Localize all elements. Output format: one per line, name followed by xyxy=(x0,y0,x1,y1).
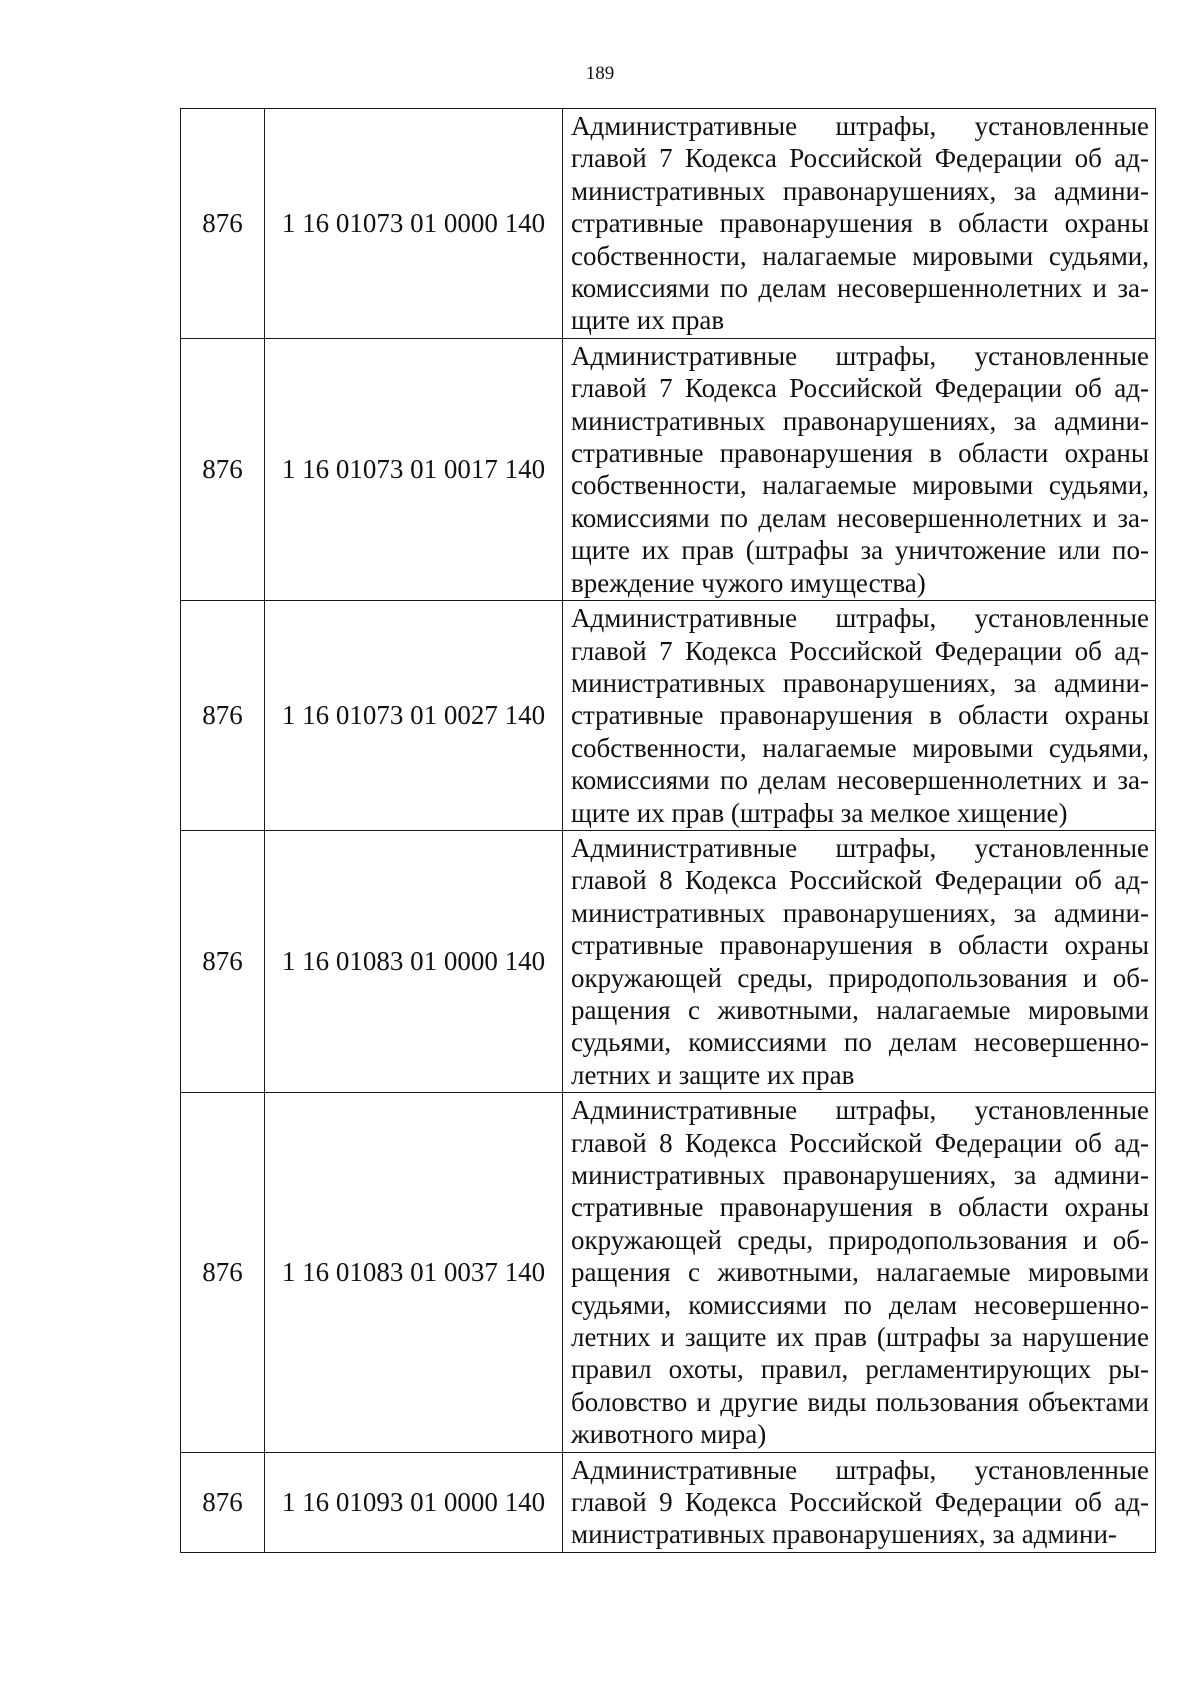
admin-code-cell: 876 xyxy=(181,1093,265,1452)
table-row xyxy=(181,338,1156,600)
description-cell: Административные штрафы, установленные главой 8 Кодекса Российской Федерации об административных правонарушениях, за административные правонарушения в области охраны окружающей среды, природопользования и обращения с животными, налагаемые мировыми судьями, комиссиями по делам несовершеннолетних и защите их прав (штрафы за нарушение правил охоты, правил, регламентирующих рыболовство и другие виды пользования объектами животного мира) xyxy=(563,1093,1156,1452)
budget-code-cell: 1 16 01073 01 0017 140 xyxy=(265,338,563,600)
table-row xyxy=(181,1452,1156,1552)
table-row xyxy=(181,1093,1156,1452)
table-row xyxy=(181,601,1156,831)
budget-code-cell: 1 16 01093 01 0000 140 xyxy=(265,1452,563,1552)
admin-code-cell: 876 xyxy=(181,109,265,339)
admin-code-cell: 876 xyxy=(181,601,265,831)
page-number: 189 xyxy=(585,63,615,84)
description-cell: Административные штрафы, установленные главой 7 Кодекса Российской Федерации об административных правонарушениях, за административные правонарушения в области охраны собственности, налагаемые мировыми судьями, комиссиями по делам несовершеннолетних и защите их прав (штрафы за уничтожение или повреждение чужого имущества) xyxy=(563,338,1156,600)
budget-code-table xyxy=(180,108,1156,1553)
budget-code-cell: 1 16 01073 01 0000 140 xyxy=(265,109,563,339)
description-cell: Административные штрафы, установленные главой 8 Кодекса Российской Федерации об административных правонарушениях, за административные правонарушения в области охраны окружающей среды, природопользования и обращения с животными, налагаемые мировыми судьями, комиссиями по делам несовершеннолетних и защите их прав xyxy=(563,830,1156,1092)
budget-code-cell: 1 16 01083 01 0037 140 xyxy=(265,1093,563,1452)
admin-code-cell: 876 xyxy=(181,1452,265,1552)
budget-code-cell: 1 16 01083 01 0000 140 xyxy=(265,830,563,1092)
table-row xyxy=(181,109,1156,339)
admin-code-cell: 876 xyxy=(181,830,265,1092)
description-cell: Административные штрафы, установленные главой 9 Кодекса Российской Федерации об административных правонарушениях, за админи- xyxy=(563,1452,1156,1552)
description-cell: Административные штрафы, установленные главой 7 Кодекса Российской Федерации об административных правонарушениях, за административные правонарушения в области охраны собственности, налагаемые мировыми судьями, комиссиями по делам несовершеннолетних и защите их прав (штрафы за мелкое хищение) xyxy=(563,601,1156,831)
table-row xyxy=(181,830,1156,1092)
description-cell: Административные штрафы, установленные главой 7 Кодекса Российской Федерации об административных правонарушениях, за административные правонарушения в области охраны собственности, налагаемые мировыми судьями, комиссиями по делам несовершеннолетних и защите их прав xyxy=(563,109,1156,339)
admin-code-cell: 876 xyxy=(181,338,265,600)
budget-code-cell: 1 16 01073 01 0027 140 xyxy=(265,601,563,831)
